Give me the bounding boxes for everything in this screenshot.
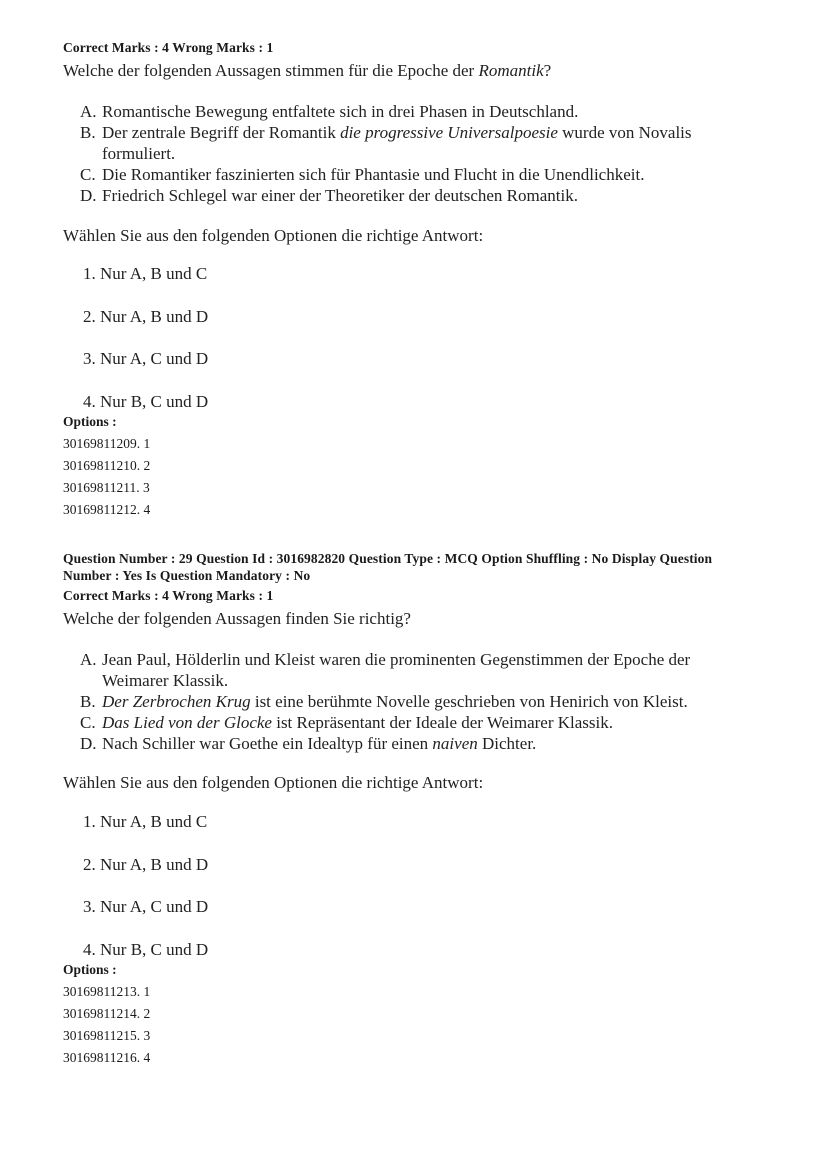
q29-choice-4: 4. Nur B, C und D (83, 940, 209, 959)
q28-statement-b (80, 122, 692, 143)
q28-option-1: 30169811209. 1 (63, 436, 151, 451)
q29-statement-c-text: ist Repräsentant der Ideale der Weimarer Klassik. (271, 713, 613, 732)
q29-statement-b (80, 691, 688, 712)
q28-statement-b-label: B. (80, 123, 96, 142)
q29-statement-c (80, 712, 613, 733)
q28-statement-d-text: Friedrich Schlegel war einer der Theoretiker der deutschen Romantik. (102, 186, 578, 205)
q28-statement-a (80, 101, 578, 122)
q28-marks: Correct Marks : 4 Wrong Marks : 1 (63, 40, 274, 55)
q29-statement-d-label: D. (80, 734, 97, 753)
q29-statement-a-continuation: Weimarer Klassik. (102, 671, 229, 690)
q28-statement-a-label: A. (80, 102, 97, 121)
q28-statement-c-text: Die Romantiker faszinierten sich für Phantasie und Flucht in die Unendlichkeit. (102, 165, 645, 184)
q28-option-4: 30169811212. 4 (63, 502, 151, 517)
q28-choice-2: 2. Nur A, B und D (83, 307, 209, 326)
q28-choice-1: 1. Nur A, B und C (83, 264, 208, 283)
q29-statement-d-text2: Dichter. (477, 734, 537, 753)
q29-statement-a-label: A. (80, 650, 97, 669)
q29-option-2: 30169811214. 2 (63, 1006, 151, 1021)
q29-statement-b-text: ist eine berühmte Novelle geschrieben von Henirich von Kleist. (250, 692, 688, 711)
q29-statement-d-italic: naiven (432, 734, 478, 753)
q29-statement-b-italic: Der Zerbrochen Krug (102, 692, 251, 711)
q28-statement-b-text2: wurde von Novalis (557, 123, 692, 142)
q29-choice-1: 1. Nur A, B und C (83, 812, 208, 831)
q28-options-label: Options : (63, 414, 117, 429)
q28-statement-c-label: C. (80, 165, 96, 184)
q29-option-4: 30169811216. 4 (63, 1050, 151, 1065)
q29-choice-2: 2. Nur A, B und D (83, 855, 209, 874)
q28-stem-text: Welche der folgenden Aussagen stimmen für die Epoche der (63, 61, 479, 80)
q28-statement-d (80, 185, 578, 206)
q28-statement-d-label: D. (80, 186, 97, 205)
q29-statement-c-label: C. (80, 713, 96, 732)
q28-stem-italic: Romantik (478, 61, 544, 80)
q29-header-line2: Number : Yes Is Question Mandatory : No (63, 568, 311, 583)
q29-statement-a (80, 649, 690, 670)
q29-prompt: Wählen Sie aus den folgenden Optionen die richtige Antwort: (63, 773, 484, 792)
q28-choice-3: 3. Nur A, C und D (83, 349, 209, 368)
q29-option-3: 30169811215. 3 (63, 1028, 151, 1043)
q28-statement-a-text: Romantische Bewegung entfaltete sich in drei Phasen in Deutschland. (102, 102, 579, 121)
q28-statement-b-italic: die progressive Universalpoesie (340, 123, 558, 142)
q29-statement-d-text1: Nach Schiller war Goethe ein Idealtyp für einen (102, 734, 433, 753)
q29-choice-3: 3. Nur A, C und D (83, 897, 209, 916)
q28-choice-4: 4. Nur B, C und D (83, 392, 209, 411)
q29-statement-a-text: Jean Paul, Hölderlin und Kleist waren die prominenten Gegenstimmen der Epoche der (102, 650, 691, 669)
q28-stem-end: ? (543, 61, 552, 80)
q29-option-1: 30169811213. 1 (63, 984, 151, 999)
q29-stem: Welche der folgenden Aussagen finden Sie richtig? (63, 609, 411, 628)
q28-statement-c (80, 164, 644, 185)
q29-header-line1: Question Number : 29 Question Id : 3016982820 Question Type : MCQ Option Shuffling : No Display Question (63, 551, 713, 566)
q29-options-label: Options : (63, 962, 117, 977)
q29-marks: Correct Marks : 4 Wrong Marks : 1 (63, 588, 274, 603)
q29-statement-d (80, 733, 536, 754)
q28-statement-b-text1: Der zentrale Begriff der Romantik (102, 123, 341, 142)
q28-option-3: 30169811211. 3 (63, 480, 150, 495)
q28-statement-b-continuation: formuliert. (102, 144, 176, 163)
q28-option-2: 30169811210. 2 (63, 458, 151, 473)
q29-statement-c-italic: Das Lied von der Glocke (102, 713, 272, 732)
q28-stem (63, 61, 551, 81)
q29-statement-b-label: B. (80, 692, 96, 711)
q28-prompt: Wählen Sie aus den folgenden Optionen die richtige Antwort: (63, 226, 484, 245)
